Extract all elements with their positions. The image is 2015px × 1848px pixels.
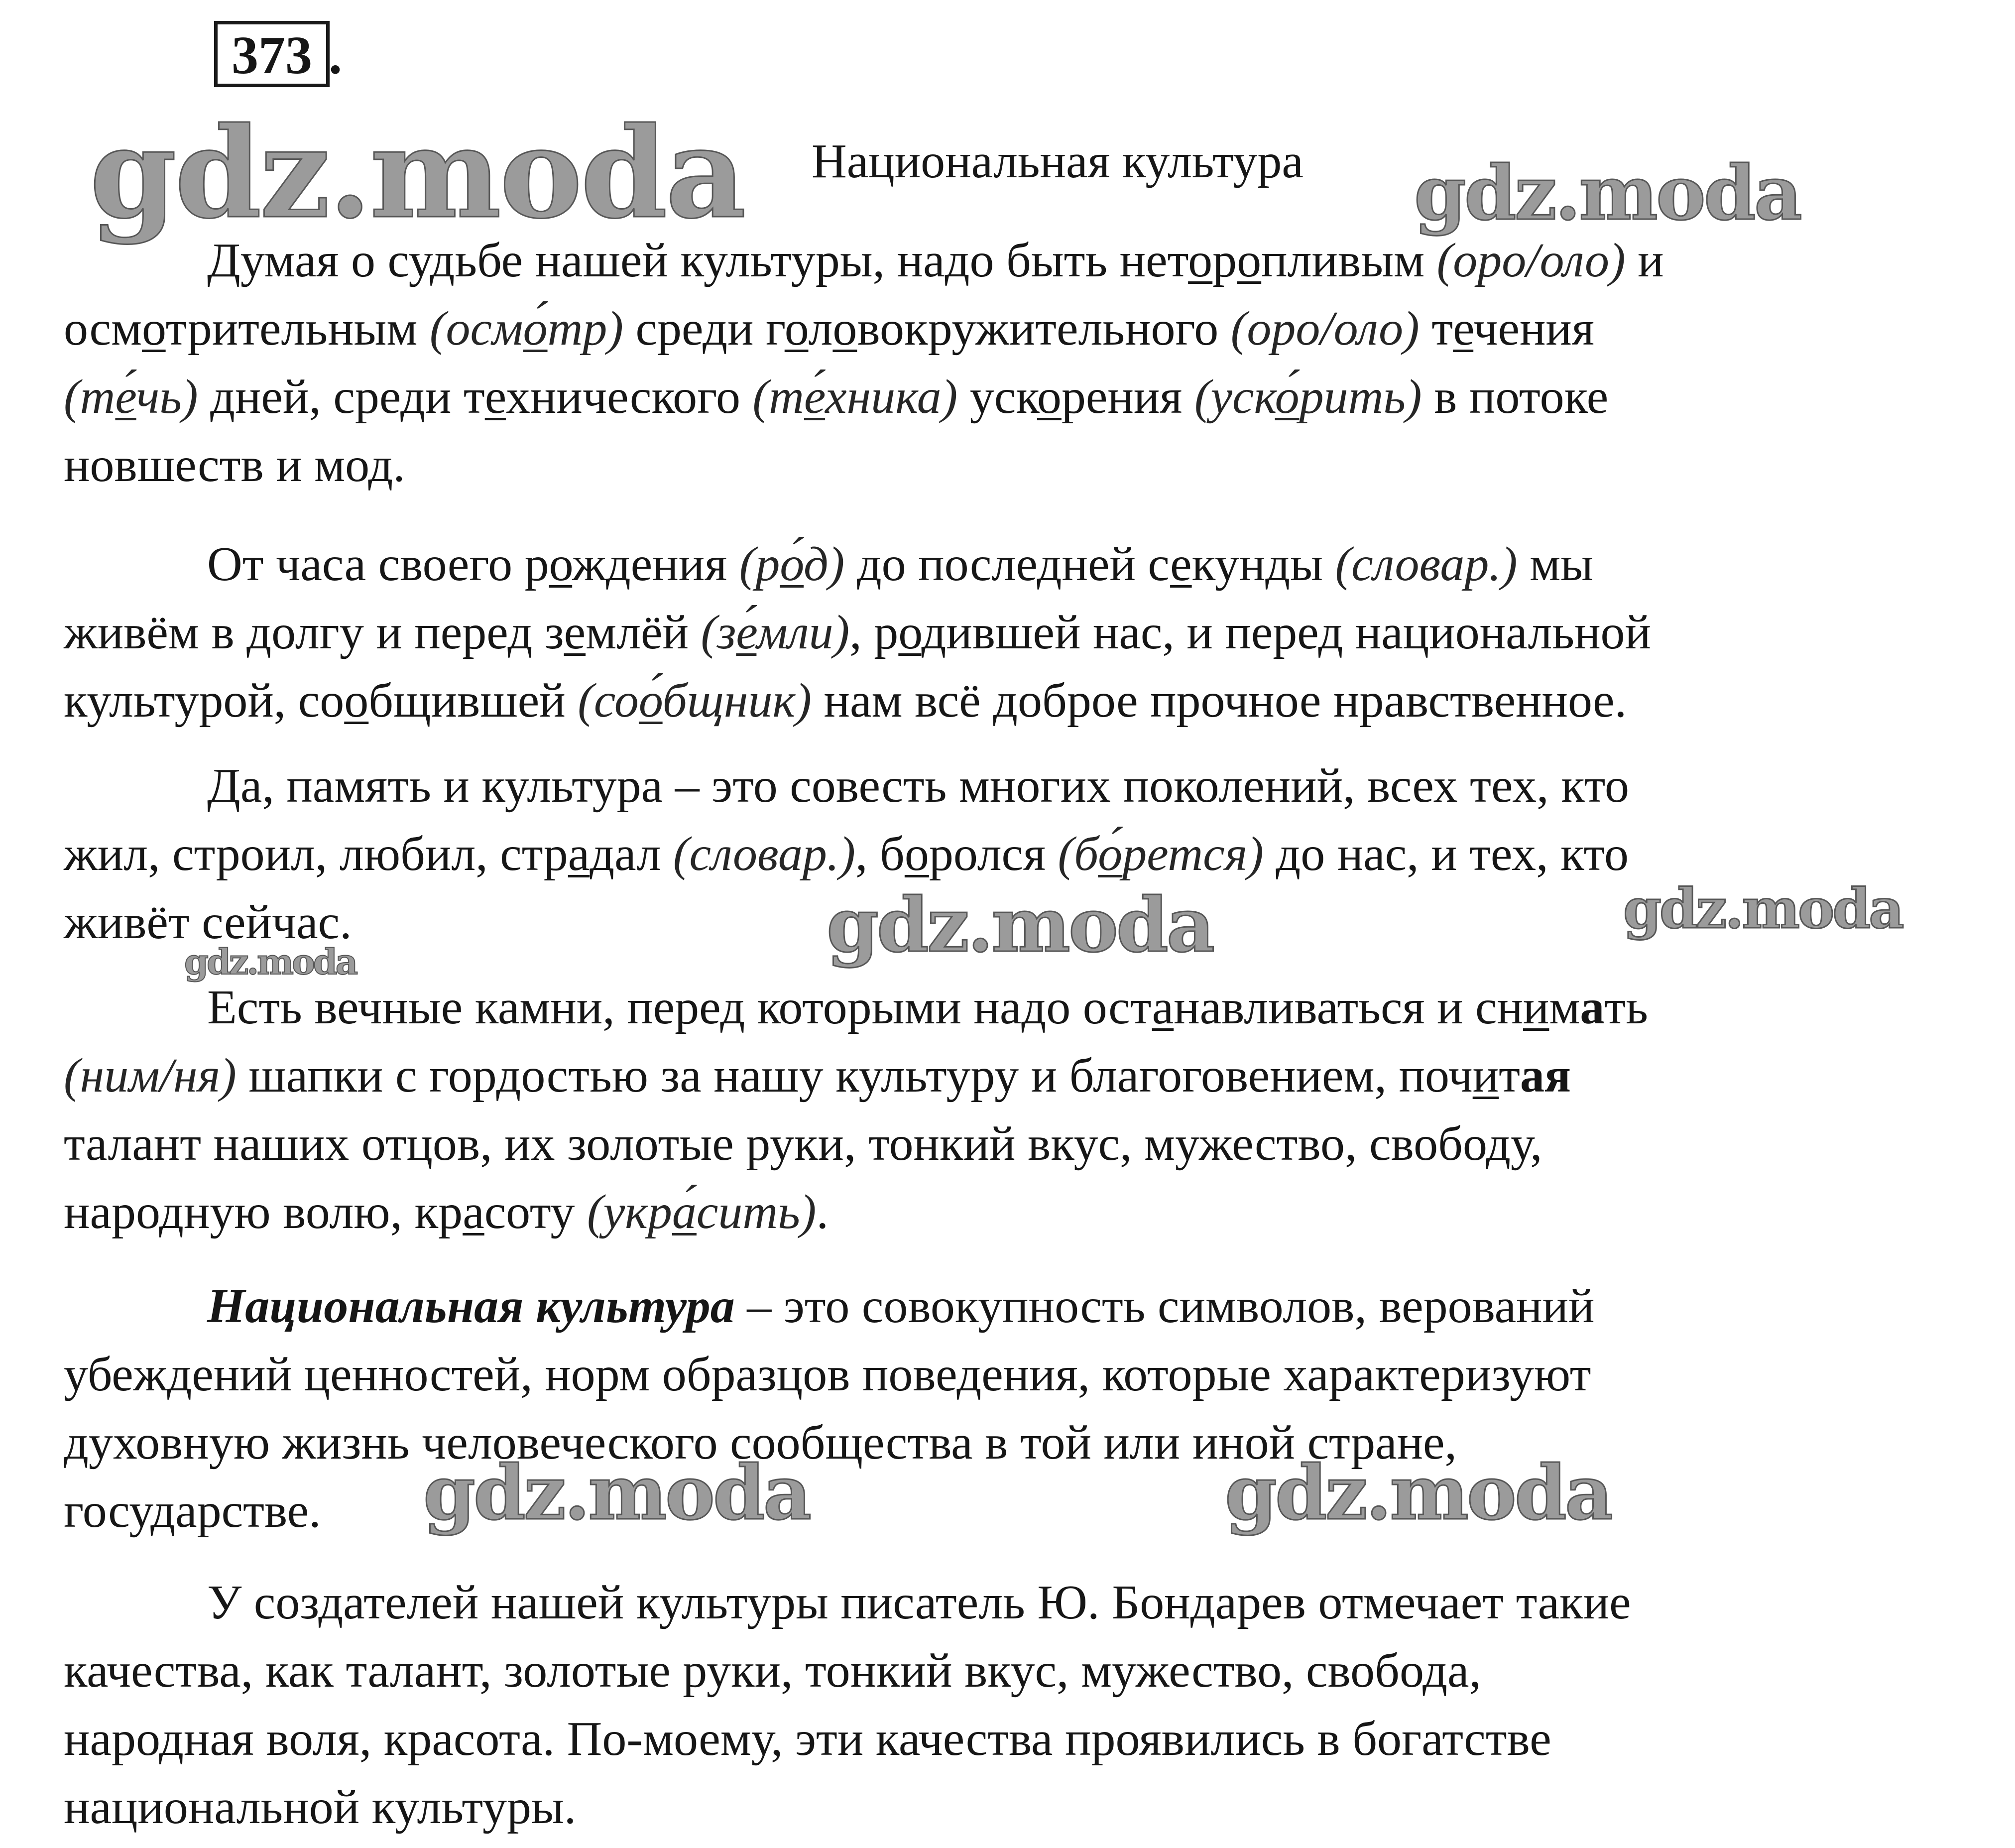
text-line: качества, как талант, золотые руки, тонкий вкус, мужество, свобода,: [64, 1644, 1482, 1698]
text-line: (ним/ня) шапки с гордостью за нашу культуру и благоговением, почитая: [64, 1049, 1571, 1103]
text-line: убеждений ценностей, норм образцов поведения, которые характеризуют: [64, 1348, 1591, 1401]
text-line: культурой, сообщившей (соо́бщник) нам всё доброе прочное нравственное.: [64, 674, 1627, 728]
text-line: Национальная культура – это совокупность символов, верований: [207, 1279, 1595, 1333]
text-line: национальной культуры.: [64, 1780, 577, 1834]
watermark: gdz.moda: [1623, 876, 1902, 941]
defined-term: Национальная культура: [207, 1279, 735, 1333]
watermark: gdz.moda: [827, 881, 1213, 969]
watermark: gdz.moda: [423, 1449, 810, 1537]
text-line: духовную жизнь человеческого сообщества в той или иной стране,: [64, 1416, 1457, 1470]
exercise-number-dot: .: [329, 26, 342, 85]
text-line: осмотрительным (осмо́тр) среди головокружительного (оро/оло) течения: [64, 302, 1594, 356]
text-line: жил, строил, любил, страдал (словар.), боролся (бо́рется) до нас, и тех, кто: [64, 827, 1629, 881]
watermark: gdz.moda: [90, 100, 744, 246]
text-line: живёт сейчас.: [64, 895, 352, 949]
watermark: gdz.moda: [184, 941, 356, 983]
text-line: От часа своего рождения (ро́д) до последней секунды (словар.) мы: [207, 537, 1593, 591]
text-line: талант наших отцов, их золотые руки, тонкий вкус, мужество, свободу,: [64, 1117, 1542, 1171]
text-line: народную волю, красоту (укра́сить).: [64, 1185, 829, 1239]
paragraph-4: [64, 974, 1996, 1246]
page-title: Национальная культура: [812, 134, 1304, 188]
text-line: Думая о судьбе нашей культуры, надо быть неторопливым (оро/оло) и: [207, 234, 1664, 287]
exercise-number: 373: [214, 21, 330, 87]
paragraph-1: [64, 227, 1996, 499]
paragraph-5-definition: [64, 1272, 1996, 1545]
text-line: государстве.: [64, 1484, 321, 1538]
paragraph-2: [64, 530, 1996, 735]
text-line: новшеств и мод.: [64, 438, 405, 492]
watermark: gdz.moda: [1414, 149, 1801, 237]
text-line: У создателей нашей культуры писатель Ю. Бондарев отмечает такие: [207, 1576, 1631, 1629]
paragraph-6: [64, 1569, 1996, 1842]
text-line: народная воля, красота. По-моему, эти качества проявились в богатстве: [64, 1712, 1551, 1766]
paragraph-3: [64, 752, 1996, 957]
text-line: Да, память и культура – это совесть многих поколений, всех тех, кто: [207, 759, 1630, 813]
text-line: живём в долгу и перед землёй (зе́мли), родившей нас, и перед национальной: [64, 606, 1651, 659]
text-line: (те́чь) дней, среди технического (те́хника) ускорения (уско́рить) в потоке: [64, 370, 1609, 424]
watermark: gdz.moda: [1225, 1449, 1612, 1537]
text-line: Есть вечные камни, перед которыми надо останавливаться и снимать: [207, 981, 1648, 1034]
